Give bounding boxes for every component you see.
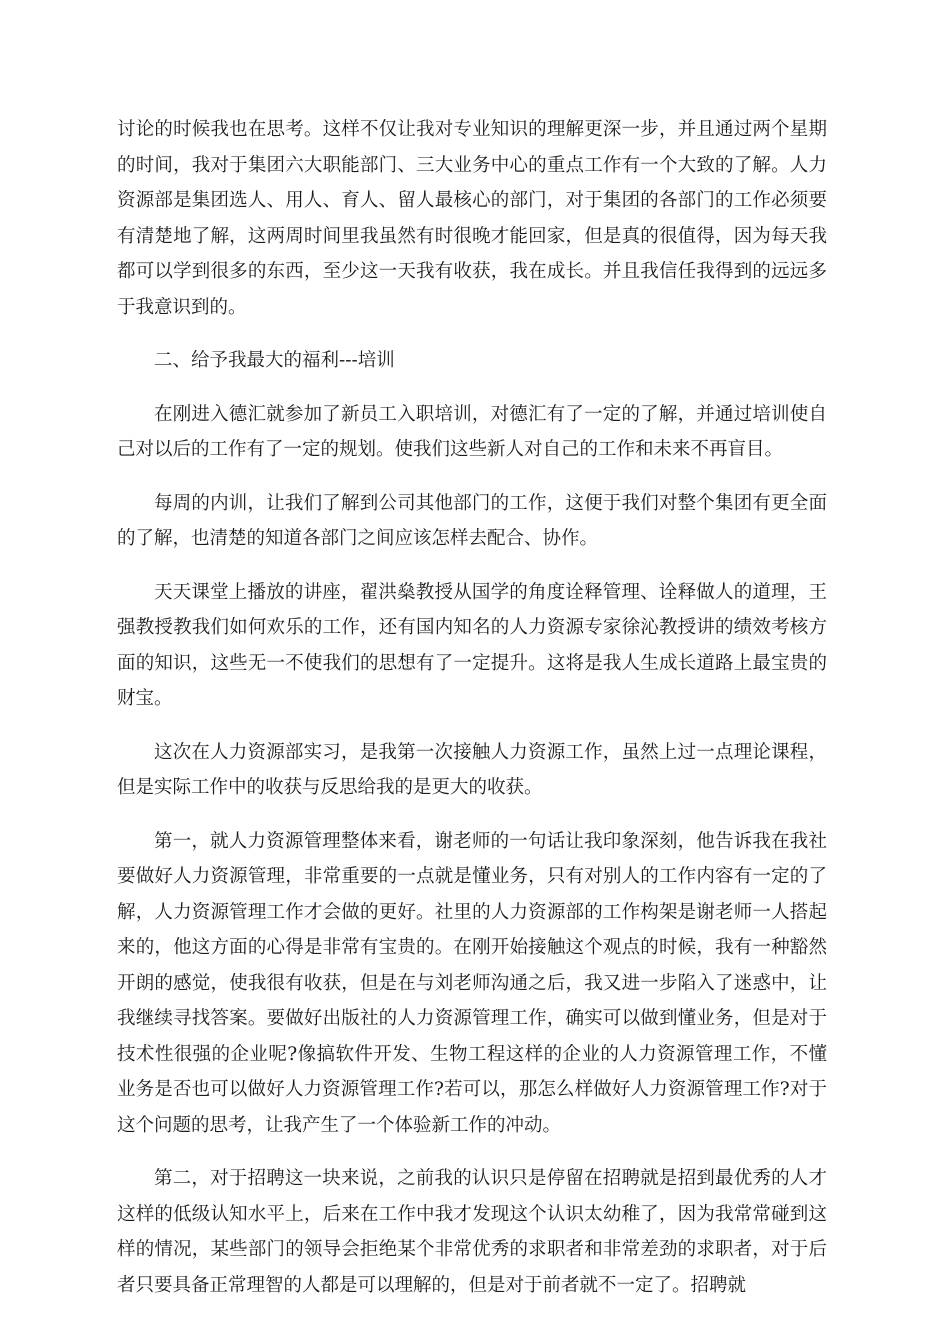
- paragraph-continuation: 讨论的时候我也在思考。这样不仅让我对专业知识的理解更深一步，并且通过两个星期的时间，我对于集团六大职能部门、三大业务中心的重点工作有一个大致的了解。人力资源部是集团选人、用人、育人、留人最核心的部门，对于集团的各部门的工作必须要有清楚地了解，这两周时间里我虽然有时很晚才能回家，但是真的很值得，因为每天我都可以学到很多的东西，至少这一天我有收获，我在成长。并且我信任我得到的远远多于我意识到的。: [117, 119, 827, 318]
- paragraph-onboarding-training: 在刚进入德汇就参加了新员工入职培训，对德汇有了一定的了解，并通过培训使自己对以后的工作有了一定的规划。使我们这些新人对自己的工作和未来不再盲目。: [117, 403, 827, 460]
- paragraph-second-point: 第二，对于招聘这一块来说，之前我的认识只是停留在招聘就是招到最优秀的人才这样的低级认知水平上，后来在工作中我才发现这个认识太幼稚了，因为我常常碰到这样的情况，某些部门的领导会拒绝某个非常优秀的求职者和非常差劲的求职者，对于后者只要具备正常理智的人都是可以理解的，但是对于前者就不一定了。招聘就: [117, 1168, 827, 1296]
- section-heading: 二、给予我最大的福利---培训: [154, 350, 395, 371]
- paragraph-internship: 这次在人力资源部实习，是我第一次接触人力资源工作，虽然上过一点理论课程，但是实际工作中的收获与反思给我的是更大的收获。: [117, 741, 827, 798]
- document-body: [117, 112, 827, 1321]
- paragraph-first-point: 第一，就人力资源管理整体来看，谢老师的一句话让我印象深刻，他告诉我在我社要做好人力资源管理，非常重要的一点就是懂业务，只有对别人的工作内容有一定的了解，人力资源管理工作才会做的更好。社里的人力资源部的工作构架是谢老师一人搭起来的，他这方面的心得是非常有宝贵的。在刚开始接触这个观点的时候，我有一种豁然开朗的感觉，使我很有收获，但是在与刘老师沟通之后，我又进一步陷入了迷惑中，让我继续寻找答案。要做好出版社的人力资源管理工作，确实可以做到懂业务，但是对于技术性很强的企业呢?像搞软件开发、生物工程这样的企业的人力资源管理工作，不懂业务是否也可以做好人力资源管理工作?若可以，那怎么样做好人力资源管理工作?对于这个问题的思考，让我产生了一个体验新工作的冲动。: [117, 830, 827, 1136]
- paragraph-weekly-training: 每周的内训，让我们了解到公司其他部门的工作，这便于我们对整个集团有更全面的了解，也清楚的知道各部门之间应该怎样去配合、协作。: [117, 492, 827, 549]
- paragraph-lectures: 天天课堂上播放的讲座，翟洪燊教授从国学的角度诠释管理、诠释做人的道理，王强教授教我们如何欢乐的工作，还有国内知名的人力资源专家徐沁教授讲的绩效考核方面的知识，这些无一不使我们的思想有了一定提升。这将是我人生成长道路上最宝贵的财宝。: [117, 581, 827, 709]
